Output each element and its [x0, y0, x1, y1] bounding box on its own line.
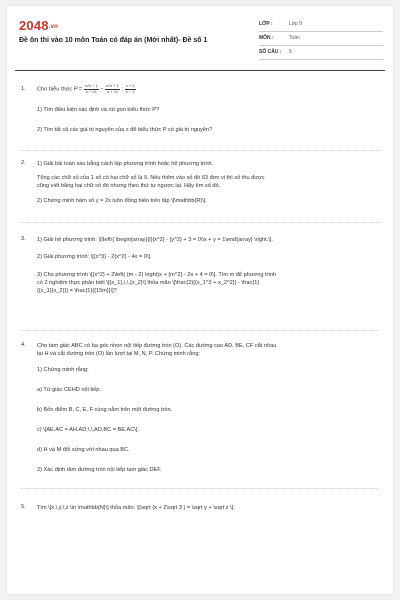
question-subpart: c) \[AE.AC = AH.AD;\,\,AD.BC = BE.AC\]. — [37, 427, 139, 433]
question-part: 1) Chứng minh rằng: — [37, 367, 89, 373]
question-text: cũng viết bằng hai chữ số đó nhưng theo thứ tự ngược lại. Hãy tìm số đó. — [37, 183, 221, 189]
question-subpart: a) Tứ giác CEHD nội tiếp. — [37, 387, 101, 393]
question-separator — [21, 150, 379, 151]
question-number: 4. — [21, 342, 26, 348]
question-subpart: d) H và M đối xứng với nhau qua BC. — [37, 447, 130, 453]
fraction-1 — [84, 84, 99, 94]
document-header — [7, 6, 393, 68]
question-text: {{x_1}{x_2}}} = \frac{1}{{15m}}\]? — [37, 288, 117, 294]
fraction-den: x − √x — [85, 88, 97, 94]
question-number: 3. — [21, 236, 26, 242]
meta-label: SỐ CÂU : — [259, 49, 282, 55]
document-page — [7, 6, 393, 594]
question-part: 1) Tìm điều kiện xác định và rút gọn biểu thức P? — [37, 107, 160, 113]
fraction-num: x√x + 1 — [106, 83, 120, 88]
meta-label: LỚP : — [259, 21, 273, 27]
question-number: 5. — [21, 504, 26, 510]
meta-label: MÔN : — [259, 35, 274, 41]
question-part: 2) Tìm tất cả các giá trị nguyên của x để biểu thức P có giá trị nguyên? — [37, 127, 213, 133]
question-text: có 2 nghiệm thực phân biệt \[{x_1},\,\,{x_2}\] thỏa mãn \[\frac{2}{{x_1^2 + x_2^2}} - \frac{1} — [37, 280, 260, 286]
question-separator — [21, 222, 379, 223]
header-divider — [15, 70, 385, 71]
question-part: 1) Giải hệ phương trình: \[\left\{ \begin{array}{l}{x^2} - {y^2} + 3 = 0\\x + y = 1\end{array} \right.\]. — [37, 237, 273, 243]
question-text: Tổng các chữ số của 1 số có hai chữ số là 9. Nếu thêm vào số đó 63 đơn vị thì số thu được — [37, 175, 265, 181]
logo-tld: .vn — [48, 24, 59, 30]
expr-p: P = — [73, 86, 83, 93]
site-logo[interactable] — [19, 18, 58, 33]
meta-value: Lớp 9 — [289, 21, 303, 27]
question-part: 2) Giải phương trình: \[{x^3} - 2{x^2} - 4x = 0\]. — [37, 254, 152, 260]
meta-info — [259, 18, 383, 60]
fraction-2 — [105, 84, 120, 94]
logo-text: 2048 — [19, 18, 49, 33]
fraction-den: x + √x — [107, 88, 118, 94]
fraction-num: x + 2 — [125, 83, 135, 88]
question-1-intro — [37, 84, 382, 94]
question-subpart: b) Bốn điểm B, C, E, F cùng nằm trên một đường tròn. — [37, 407, 173, 413]
question-text: Cho tam giác ABC có ba góc nhọn nội tiếp đường tròn (O). Các đường cao AD, BE, CF cắt nhau — [37, 343, 277, 349]
question-text: tại H và cắt đường tròn (O) lần lượt tại M, N, P. Chứng minh rằng: — [37, 351, 201, 357]
question-separator — [21, 488, 379, 489]
question-part: 3) Cho phương trình \[{x^2} + 2\left( {m - 2} \right)x + {m^2} - 2x + 4 = 0\]. Tìm m để phương trình — [37, 272, 277, 278]
page-title: Đề ôn thi vào 10 môn Toán có đáp án (Mới nhất)- Đề số 1 — [19, 37, 208, 44]
fraction-den: x − 2 — [125, 88, 135, 94]
intro-text: Cho biểu thức — [37, 86, 73, 93]
fraction-num: x√x − 1 — [84, 83, 98, 88]
question-part: 2) Xác định tâm đường tròn nội tiếp tam giác DEF. — [37, 467, 162, 473]
operator: − — [100, 86, 104, 93]
question-part: 1) Giải bài toán sau bằng cách lập phương trình hoặc hệ phương trình. — [37, 161, 214, 167]
question-part: 2) Chứng minh hàm số y = 2x luôn đồng biến trên tập \[\mathbb{R}\]. — [37, 198, 207, 204]
question-number: 2. — [21, 160, 26, 166]
question-number: 1. — [21, 86, 26, 92]
question-separator — [21, 330, 379, 331]
meta-row-count — [259, 46, 383, 60]
question-text: Tìm \[x,\,y,\,z \in \mathbb{N}\] thỏa mãn: \[\sqrt {x + 2\sqrt 3 } = \sqrt y + \sqrt z \]. — [37, 505, 235, 511]
meta-row-class — [259, 18, 383, 32]
meta-row-subject — [259, 32, 383, 46]
fraction-3 — [125, 84, 136, 94]
operator: : — [121, 86, 124, 93]
meta-value: 5 — [289, 49, 292, 55]
meta-value: Toán — [289, 35, 300, 41]
